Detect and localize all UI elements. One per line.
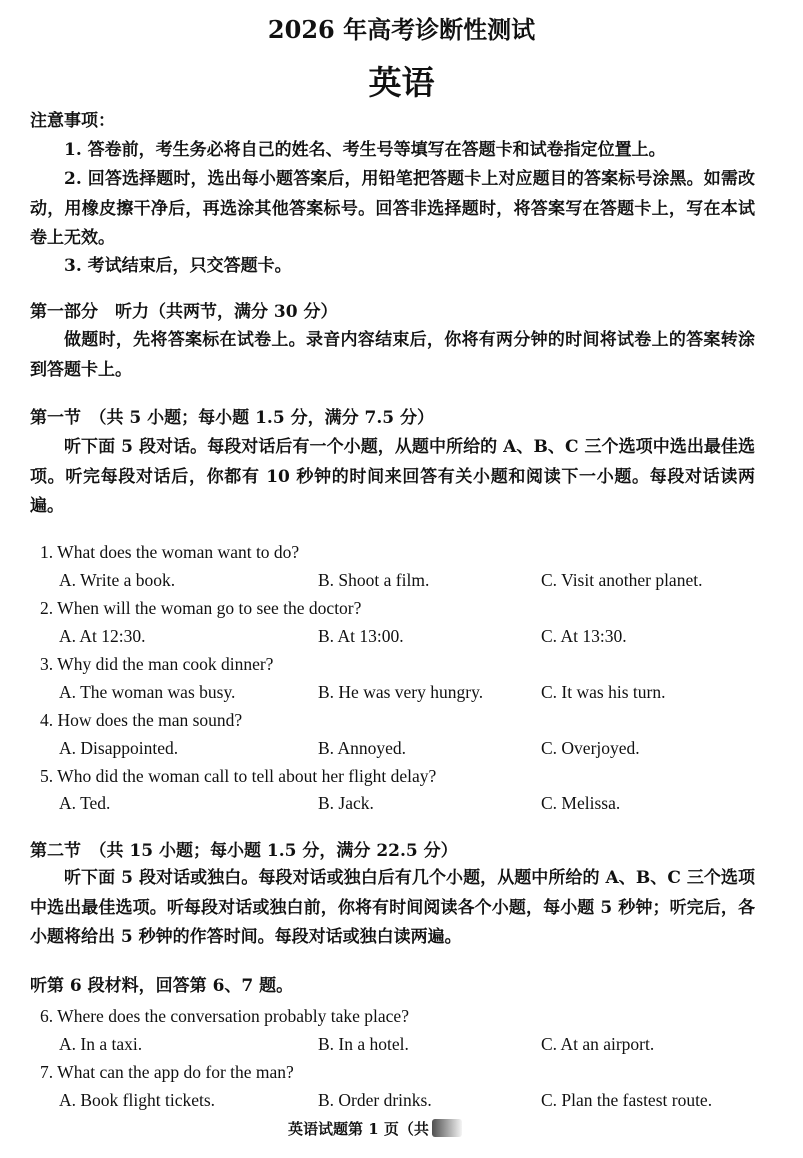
question-1-stem: 1. What does the woman want to do? — [40, 542, 300, 562]
question-5-option-a: A. Ted. — [59, 793, 111, 813]
notice-item-1: 1. 答卷前，考生务必将自己的姓名、考生号等填写在答题卡和试卷指定位置上。 — [64, 140, 666, 160]
question-3-stem: 3. Why did the man cook dinner? — [40, 654, 274, 674]
question-5-stem: 5. Who did the woman call to tell about her flight delay? — [40, 766, 437, 786]
question-1-option-a: A. Write a book. — [59, 570, 176, 590]
question-2-option-a: A. At 12:30. — [59, 626, 146, 646]
notice-item-2: 2. 回答选择题时，选出每小题答案后，用铅笔把答题卡上对应题目的答案标号涂黑。如需改动，用橡皮擦干净后，再选涂其他答案标号。回答非选择题时，将答案写在答题卡上，写在本试卷上无效。 — [30, 169, 755, 248]
section1-heading: 第一节 （共 5 小题；每小题 1.5 分，满分 7.5 分） — [30, 408, 434, 428]
question-2-option-b: B. At 13:00. — [318, 626, 404, 646]
question-3-option-b: B. He was very hungry. — [318, 682, 484, 702]
question-3-option-a: A. The woman was busy. — [59, 682, 236, 702]
question-7-option-c: C. Plan the fastest route. — [541, 1090, 713, 1110]
question-2-stem: 2. When will the woman go to see the doctor? — [40, 598, 362, 618]
question-6-option-a: A. In a taxi. — [59, 1034, 143, 1054]
part1-instruction: 做题时，先将答案标在试卷上。录音内容结束后，你将有两分钟的时间将试卷上的答案转涂到答题卡上。 — [30, 330, 755, 380]
section1-instruction: 听下面 5 段对话。每段对话后有一个小题，从题中所给的 A、B、C 三个选项中选出最佳选项。听完每段对话后，你都有 10 秒钟的时间来回答有关小题和阅读下一小题。每段对话读两遍。 — [30, 437, 755, 516]
question-4-option-b: B. Annoyed. — [318, 738, 406, 758]
part1-heading: 第一部分 听力（共两节，满分 30 分） — [30, 302, 338, 322]
notice-item-3: 3. 考试结束后，只交答题卡。 — [64, 256, 292, 276]
question-1-option-b: B. Shoot a film. — [318, 570, 430, 590]
notice-heading: 注意事项： — [30, 111, 115, 131]
question-5-option-c: C. Melissa. — [541, 793, 621, 813]
question-6-option-b: B. In a hotel. — [318, 1034, 409, 1054]
question-1-option-c: C. Visit another planet. — [541, 570, 703, 590]
question-7-option-a: A. Book flight tickets. — [59, 1090, 216, 1110]
material-6-heading: 听第 6 段材料，回答第 6、7 题。 — [30, 976, 294, 996]
question-4-stem: 4. How does the man sound? — [40, 710, 243, 730]
subject-title: 英语 — [368, 63, 435, 102]
question-4-option-a: A. Disappointed. — [59, 738, 179, 758]
question-5-option-b: B. Jack. — [318, 793, 374, 813]
section2-heading: 第二节 （共 15 小题；每小题 1.5 分，满分 22.5 分） — [30, 841, 458, 861]
scan-smudge — [432, 1119, 462, 1137]
exam-title: 2026 年高考诊断性测试 — [267, 15, 536, 44]
question-2-option-c: C. At 13:30. — [541, 626, 627, 646]
question-3-option-c: C. It was his turn. — [541, 682, 666, 702]
question-6-stem: 6. Where does the conversation probably take place? — [40, 1006, 409, 1026]
section2-instruction: 听下面 5 段对话或独白。每段对话或独白后有几个小题，从题中所给的 A、B、C 三个选项中选出最佳选项。听每段对话或独白前，你将有时间阅读各个小题，每小题 5 秒钟；听完后，各小题将给出 5 秒钟的作答时间。每段对话或独白读两遍。 — [30, 868, 755, 947]
question-7-stem: 7. What can the app do for the man? — [40, 1062, 294, 1082]
page-footer: 英语试题第 1 页（共 — [288, 1120, 429, 1138]
question-7-option-b: B. Order drinks. — [318, 1090, 432, 1110]
question-4-option-c: C. Overjoyed. — [541, 738, 640, 758]
question-6-option-c: C. At an airport. — [541, 1034, 655, 1054]
